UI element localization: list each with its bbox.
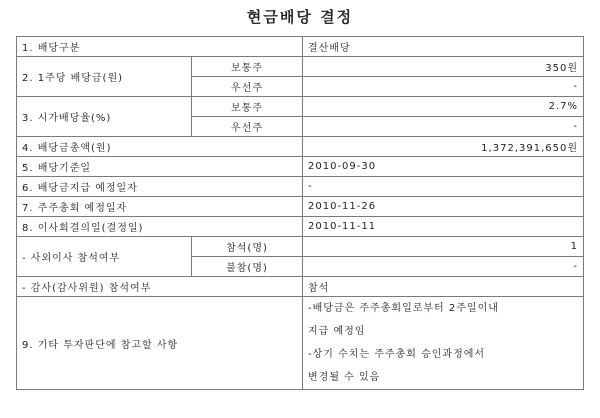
row-record-date [17,157,584,177]
row-other-notes [17,297,584,390]
row-label: - 사외이사 참석여부 [17,237,192,277]
row-label: 9. 기타 투자판단에 참고할 사항 [17,297,303,390]
sub-label: 우선주 [192,77,303,97]
row-value: - [303,177,584,197]
note-line: -상기 수치는 주주총회 승인과정에서 [308,349,486,360]
note-line: 지급 예정임 [308,326,366,337]
note-line: -배당금은 주주총회일로부터 2주일이내 [308,303,499,314]
row-outside-director-present [17,237,584,257]
sub-label: 보통주 [192,97,303,117]
row-label: 5. 배당기준일 [17,157,303,177]
row-value: 2.7% [303,97,584,117]
row-value: - [303,117,584,137]
row-value: 2010-11-11 [303,217,584,237]
row-value: - [303,257,584,277]
row-auditor-attendance [17,277,584,297]
dividend-disclosure-table [16,36,584,390]
row-label: 3. 시가배당율(%) [17,97,192,137]
row-label: 8. 이사회결의일(결정일) [17,217,303,237]
document-title: 현금배당 결정 [246,8,354,26]
row-label: 4. 배당금총액(원) [17,137,303,157]
sub-label: 보통주 [192,57,303,77]
row-dividend-yield-common [17,97,584,117]
notes-cell [303,297,584,390]
sub-label: 우선주 [192,117,303,137]
row-dividend-type [17,37,584,57]
row-value: 2010-11-26 [303,197,584,217]
sub-label: 참석(명) [192,237,303,257]
row-label: 2. 1주당 배당금(원) [17,57,192,97]
row-payment-date [17,177,584,197]
row-value: 1,372,391,650원 [303,137,584,157]
row-value: - [303,77,584,97]
row-dividend-per-share-common [17,57,584,77]
row-agm-date [17,197,584,217]
row-total-dividend [17,137,584,157]
row-value: 1 [303,237,584,257]
row-value: 결산배당 [303,37,584,57]
row-board-resolution-date [17,217,584,237]
row-label: 1. 배당구분 [17,37,303,57]
row-label: 7. 주주총회 예정일자 [17,197,303,217]
row-label: - 감사(감사위원) 참석여부 [17,277,303,297]
row-value: 2010-09-30 [303,157,584,177]
row-label: 6. 배당금지급 예정일자 [17,177,303,197]
row-value: 참석 [303,277,584,297]
row-value: 350원 [303,57,584,77]
sub-label: 불참(명) [192,257,303,277]
note-line: 변경될 수 있음 [308,372,381,383]
